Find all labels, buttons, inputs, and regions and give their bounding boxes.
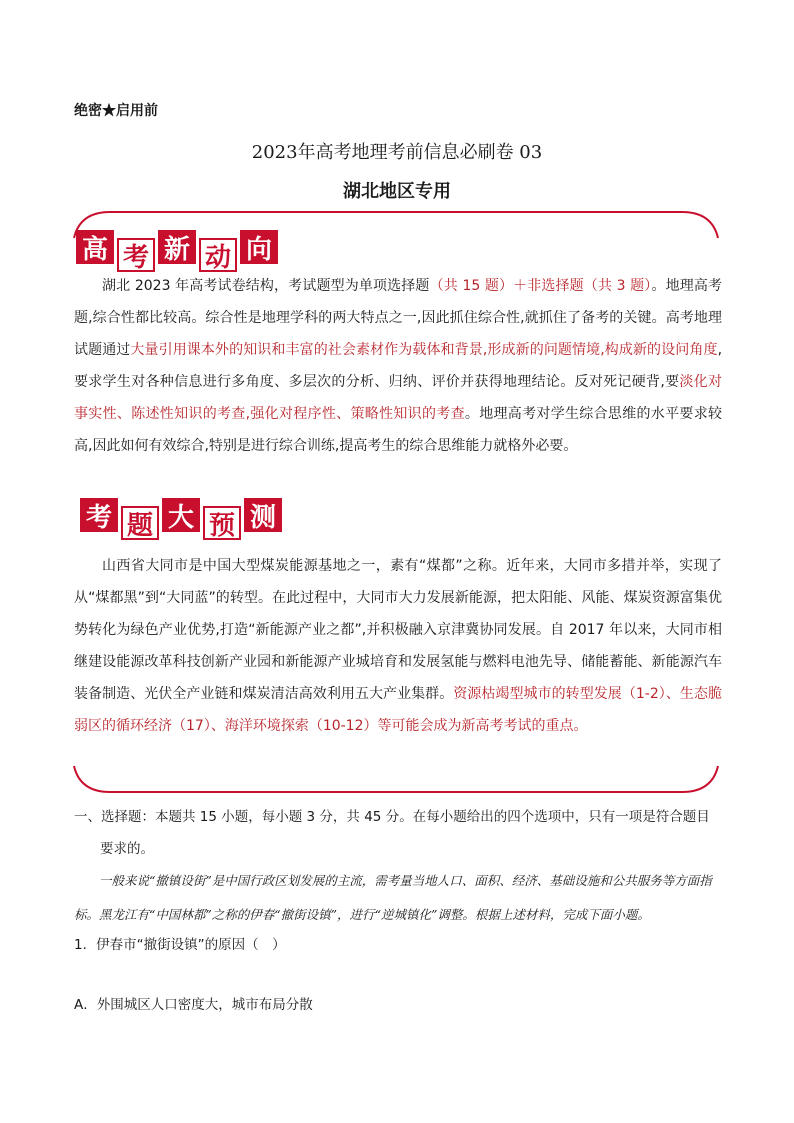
badge-char: 大 [162, 498, 200, 532]
highlight-text: 淡化对事实性、陈述性知识的考查,强化对程序性、策略性知识的考查 [74, 374, 723, 422]
section-bottom-divider [70, 764, 722, 794]
badge-char: 考 [117, 238, 155, 272]
trends-paragraph [74, 270, 722, 462]
highlight-text: 大量引用课本外的知识和丰富的社会素材作为载体和背景,形成新的问题情境,构成新的设问角度 [130, 342, 718, 358]
exam-title: 2023年高考地理考前信息必刷卷 03 [251, 142, 543, 163]
question-1-stem: 1．伊春市“撤街设镇”的原因（ ） [74, 937, 286, 953]
badge-char: 动 [199, 238, 237, 272]
text-run: 。地理高考对学生综合思维的水平要求较高,因此如何有效综合,特别是进行综合训练,提高考生的综合思维能力就格外必要。 [74, 406, 723, 454]
highlight-text: 资源枯竭型城市的转型发展（1-2）、生态脆弱区的循环经济（17）、海洋环境探索（10-12）等可能会成为新高考考试的重点。 [74, 686, 722, 734]
exam-subtitle: 湖北地区专用 [343, 181, 451, 202]
predictions-paragraph [74, 550, 722, 742]
badge-char: 向 [240, 230, 278, 264]
badge-char: 预 [203, 506, 241, 540]
section-instruction-cont: 要求的。 [100, 841, 154, 857]
section-instruction: 一、选择题：本题共 15 小题，每小题 3 分，共 45 分。在每小题给出的四个选项中，只有一项是符合题目 [74, 809, 710, 825]
section-badge-trends [76, 230, 278, 272]
badge-char: 考 [80, 498, 118, 532]
highlight-text: （共 15 题）＋非选择题（共 3 题） [429, 278, 652, 294]
question-1-option-a: A．外围城区人口密度大，城市布局分散 [74, 997, 313, 1013]
text-run: 。地理高考题,综合性都比较高。综合性是地理学科的两大特点之一,因此抓住综合性,就抓住了备考的关键。高考地理试题通过 [74, 278, 723, 358]
badge-char: 测 [244, 498, 282, 532]
badge-char: 新 [158, 230, 196, 264]
confidential-label: 绝密★启用前 [74, 103, 158, 119]
badge-char: 高 [76, 230, 114, 264]
text-run: 湖北 2023 年高考试卷结构，考试题型为单项选择题 [102, 278, 430, 294]
question-material: 一般来说“撤镇设街”是中国行政区划发展的主流，需考量当地人口、面积、经济、基础设施和公共服务等方面指标。黑龙江有“中国林都”之称的伊春“撤街设镇”，进行“逆城镇化”调整。根据上述材料，完成下面小题。 [74, 873, 712, 922]
text-run: 山西省大同市是中国大型煤炭能源基地之一，素有“煤都”之称。近年来，大同市多措并举，实现了从“煤都黑”到“大同蓝”的转型。在此过程中，大同市大力发展新能源，把太阳能、风能、煤炭资源富集优势转化为绿色产业优势,打造“新能源产业之都”,并积极融入京津冀协同发展。自 2017 年以来，大同市相继建设能源改革科技创新产业园和新能源产业城培育和发展氢能与燃料电池先导、储能蓄能、新能源汽车装备制造、光伏全产业链和煤炭清洁高效利用五大产业集群。 [74, 558, 722, 702]
section-badge-predictions [80, 498, 282, 540]
badge-char: 题 [121, 506, 159, 540]
text-run: ,要求学生对各种信息进行多角度、多层次的分析、归纳、评价并获得地理结论。反对死记硬背,要 [74, 342, 723, 390]
